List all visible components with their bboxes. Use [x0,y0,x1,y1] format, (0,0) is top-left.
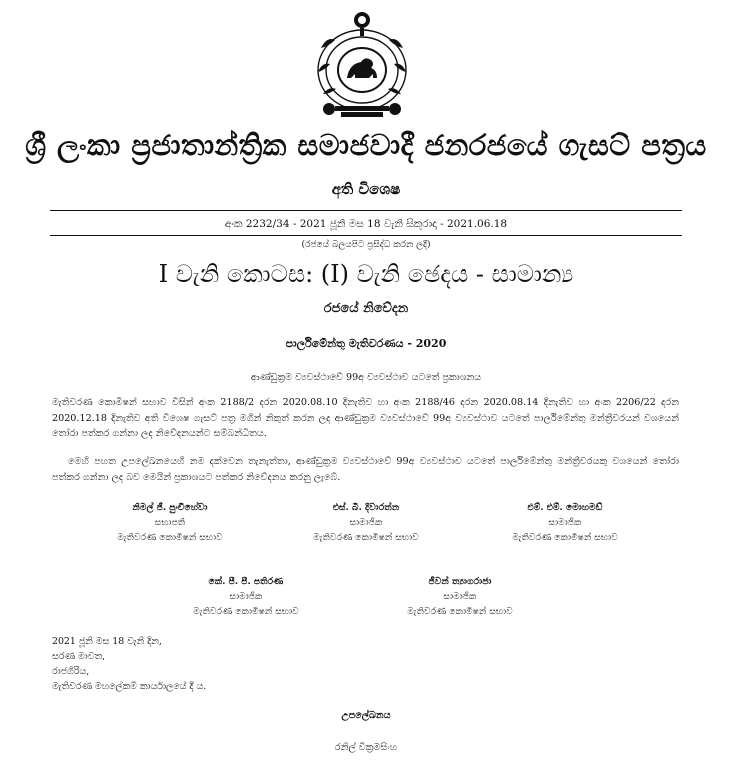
signatory-block [455,500,675,545]
signatory-role: සාමාජික [229,591,263,602]
notice-paragraph-1: මැතිවරණ කොමිෂන් සභාව විසින් අංක 2188/2 දරන 2020.08.10 දිනැතිව හා අංක 2188/46 දරන 2020.08.14 දිනැතිව හා අංක 2206/22 දරන 2020.12.18 දිනැතිව අති විශෙෂ ගැසට් පත්‍ර මගින් නිකුත් කරන ලද ආණ්ඩුක්‍රම ව්‍යවස්ථාවේ 99අ ව්‍යවස්ථාව යටතේ පාර්ලිමේන්තු මන්ත්‍රීවරයන් වශයෙන් තෝරා පත්කර ගන්නා ලද නිවේදනයන්ට සම්බන්ධිතය. [52,397,679,439]
signatory-body: මැතිවරණ කොමිෂන් සභාව [512,532,618,543]
extraordinary-label: අති විශෙෂ [331,180,401,198]
notice-subheading: ආණ්ඩුක්‍රම ව්‍යවස්ථාවේ 99අ ව්‍යවස්ථාව යටතේ ප්‍රකාශනය [250,372,482,383]
sri-lanka-emblem-icon [311,8,413,120]
signatory-name: නිමල් ජී. පුංචිහේවා [132,502,208,513]
issue-line: අංක 2232/34 - 2021 ජූනි මස 18 වැනි සිකුරාදා - 2021.06.18 [224,218,508,230]
part-title: I වැනි කොටස: (I) වැනි ඡෙදය - සාමාන්‍ය [158,260,574,288]
address-line: රාජගිරිය, [52,666,90,677]
signatory-role: සාමාජික [349,517,383,528]
address-line: මැතිවරණ මහලේකම් කාර්යාලයේ දී ය. [52,681,207,692]
address-block [52,634,206,694]
signatory-block [256,500,476,545]
address-line: සරණ මාවත, [52,651,106,662]
signatory-block [350,574,570,619]
signatory-body: මැතිවරණ කොමිෂන් සභාව [407,606,513,617]
signatory-role: සභාපති [154,517,186,528]
signatory-body: මැතිවරණ කොමිෂන් සභාව [193,606,299,617]
signatory-role: සාමාජික [443,591,477,602]
signatory-body: මැතිවරණ කොමිෂන් සභාව [117,532,223,543]
published-by: (රජයේ බලයපිට ප්‍රසිද්ධ කරන ලදී) [301,240,431,250]
header-rule-top [50,210,682,211]
header-rule-bottom [50,235,682,236]
schedule-label: උපලේඛනය [341,710,391,721]
signatory-block [60,500,280,545]
notice-heading: පාර්ලිමේන්තු මැතිවරණය - 2020 [285,337,447,350]
address-date: 2021 ජූනි මස 18 වැනි දින, [52,636,162,647]
signatory-body: මැතිවරණ කොමිෂන් සභාව [313,532,419,543]
signatory-name: එස්. බී. දිවාරත්න [332,502,400,513]
signatory-role: සාමාජික [548,517,582,528]
schedule-name: රනිල් වික්‍රමසිංහ [334,742,398,753]
signatory-name: කේ. පී. පී. පතිරණ [208,576,284,587]
gazette-title: ශ්‍රී ලංකා ප්‍රජාතාන්ත්‍රික සමාජවාදී ජනරජයේ ගැසට් පත්‍රය [25,128,707,162]
signatory-block [136,574,356,619]
notice-paragraph-2: මෙහි පහත උපලේඛනයෙහි නම දක්වෙන තැනැත්තා, ආණ්ඩුක්‍රම ව්‍යවස්ථාවේ 99අ ව්‍යවස්ථාව යටතේ පාර්ලිමේන්තු මන්ත්‍රීවරයකු වශයෙන් තෝරා පත්කර ගන්නා ලද බව මෙයින් ප්‍රකාශයට පත්කර නිවේදනය කරනු ලැබේ. [52,456,679,483]
signatory-name: එම්. එම්. මොහමඩ් [527,502,603,513]
signatory-name: ජීවන් ත්‍යාගරාජා [428,576,492,587]
section-title: රජයේ නිවේදන [323,301,409,316]
